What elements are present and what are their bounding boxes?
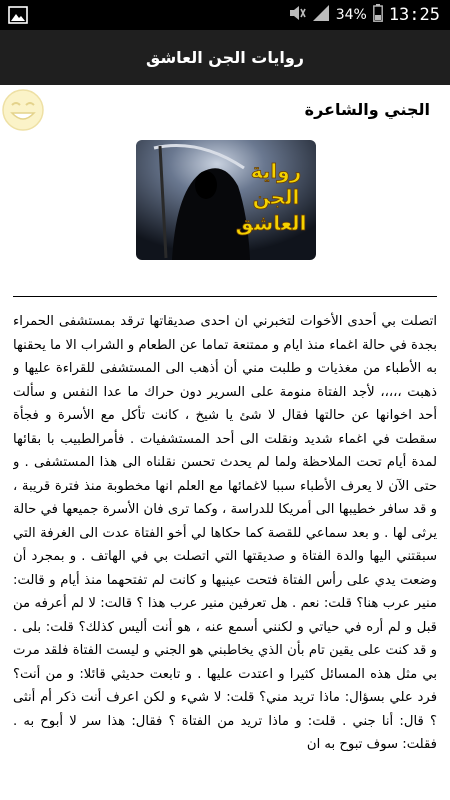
- signal-icon: [312, 4, 330, 26]
- chapter-title: الجني والشاعرة: [304, 100, 430, 119]
- app-title: روايات الجن العاشق: [146, 48, 304, 67]
- status-bar: [0, 0, 450, 30]
- cover-image: [136, 140, 316, 260]
- story-text: اتصلت بي أحدى الأخوات لتخبرني ان احدى صديقاتها ترقد بمستشفى الحمراء بجدة في حالة اغماء منذ ايام و ممتنعة تماما عن الطعام و الشراب الا ما يحقنها به الأطباء من مغذيات و طلبت مني أن أذهب الى المستشفى للقراءة عليها و ذهبت ،،،،، لأجد الفتاة منومة على السرير دون حراك ما عدا النفس و سألت أحد اخوانها عن حالتها فقال لا شئ يا شيخ ، كانت تأكل مع الأسرة و فجأة سقطت في اغماء شديد ونقلت الى أحد المستشفيات . فأمرالطبيب با بقائها لمدة أيام تحت الملاحظة ولما لم يحدث تحسن نقلناه الى هذا المستشفى . و حتى الآن لا يعرف الأطباء سببا لاغمائها مع العلم انها مخطوبة منذ فترة قريبة ، و قد سافر خطيبها الى أمريكا للدراسة ، وكما ترى فان الأسرة جميعها في حالة يرثى لها . و بعد سماعي للقصة كما حكاها لي أخو الفتاة عدت الى الغرفة التي سبقتني اليها والدة الفتاة و صديقتها التي اتصلت بي في الهاتف . و بمجرد أن وضعت يدي على رأس الفتاة فتحت عينيها و كانت لم تفتحهما منذ أيام و قالت: منير عرب هنا؟ قلت: نعم . هل تعرفين منير عرب هذا ؟ قالت: لا لم أعرفه من قبل و لم أره في حياتي و لكنني أسمع عنه ، هو أنت أليس كذلك؟ قلت: بلى . و قد كنت على يقين تام بأن الذي يخاطبني هو الجني و ليست الفتاة فلقد مرت بي مثل هذه المسائل كثيرا و اعتدت عليها . و تابعت حديثي قائلا: و من أنت؟ فرد علي بسؤال: ماذا تريد مني؟ قلت: لا شيء و لكن اعرف أنت ذكر أم أنثى ؟ قال: أنا جني . قلت: و ماذا تريد من الفتاة ؟ فقال: هذا سر لا أبوح به . فقلت: سوف تبوح به ان: [13, 314, 437, 752]
- battery-icon: [373, 4, 383, 26]
- smiley-icon[interactable]: [0, 87, 46, 133]
- cover-word-2: الجن: [252, 185, 300, 209]
- mute-icon: [288, 4, 306, 26]
- divider: [13, 296, 437, 297]
- image-notification-icon: [8, 6, 28, 24]
- app-bar: [0, 30, 450, 85]
- clock: 13:25: [388, 5, 440, 25]
- battery-percent: 34%: [335, 7, 367, 23]
- cover-word-1: رواية: [250, 159, 302, 183]
- cover-word-3: العاشق: [235, 211, 307, 235]
